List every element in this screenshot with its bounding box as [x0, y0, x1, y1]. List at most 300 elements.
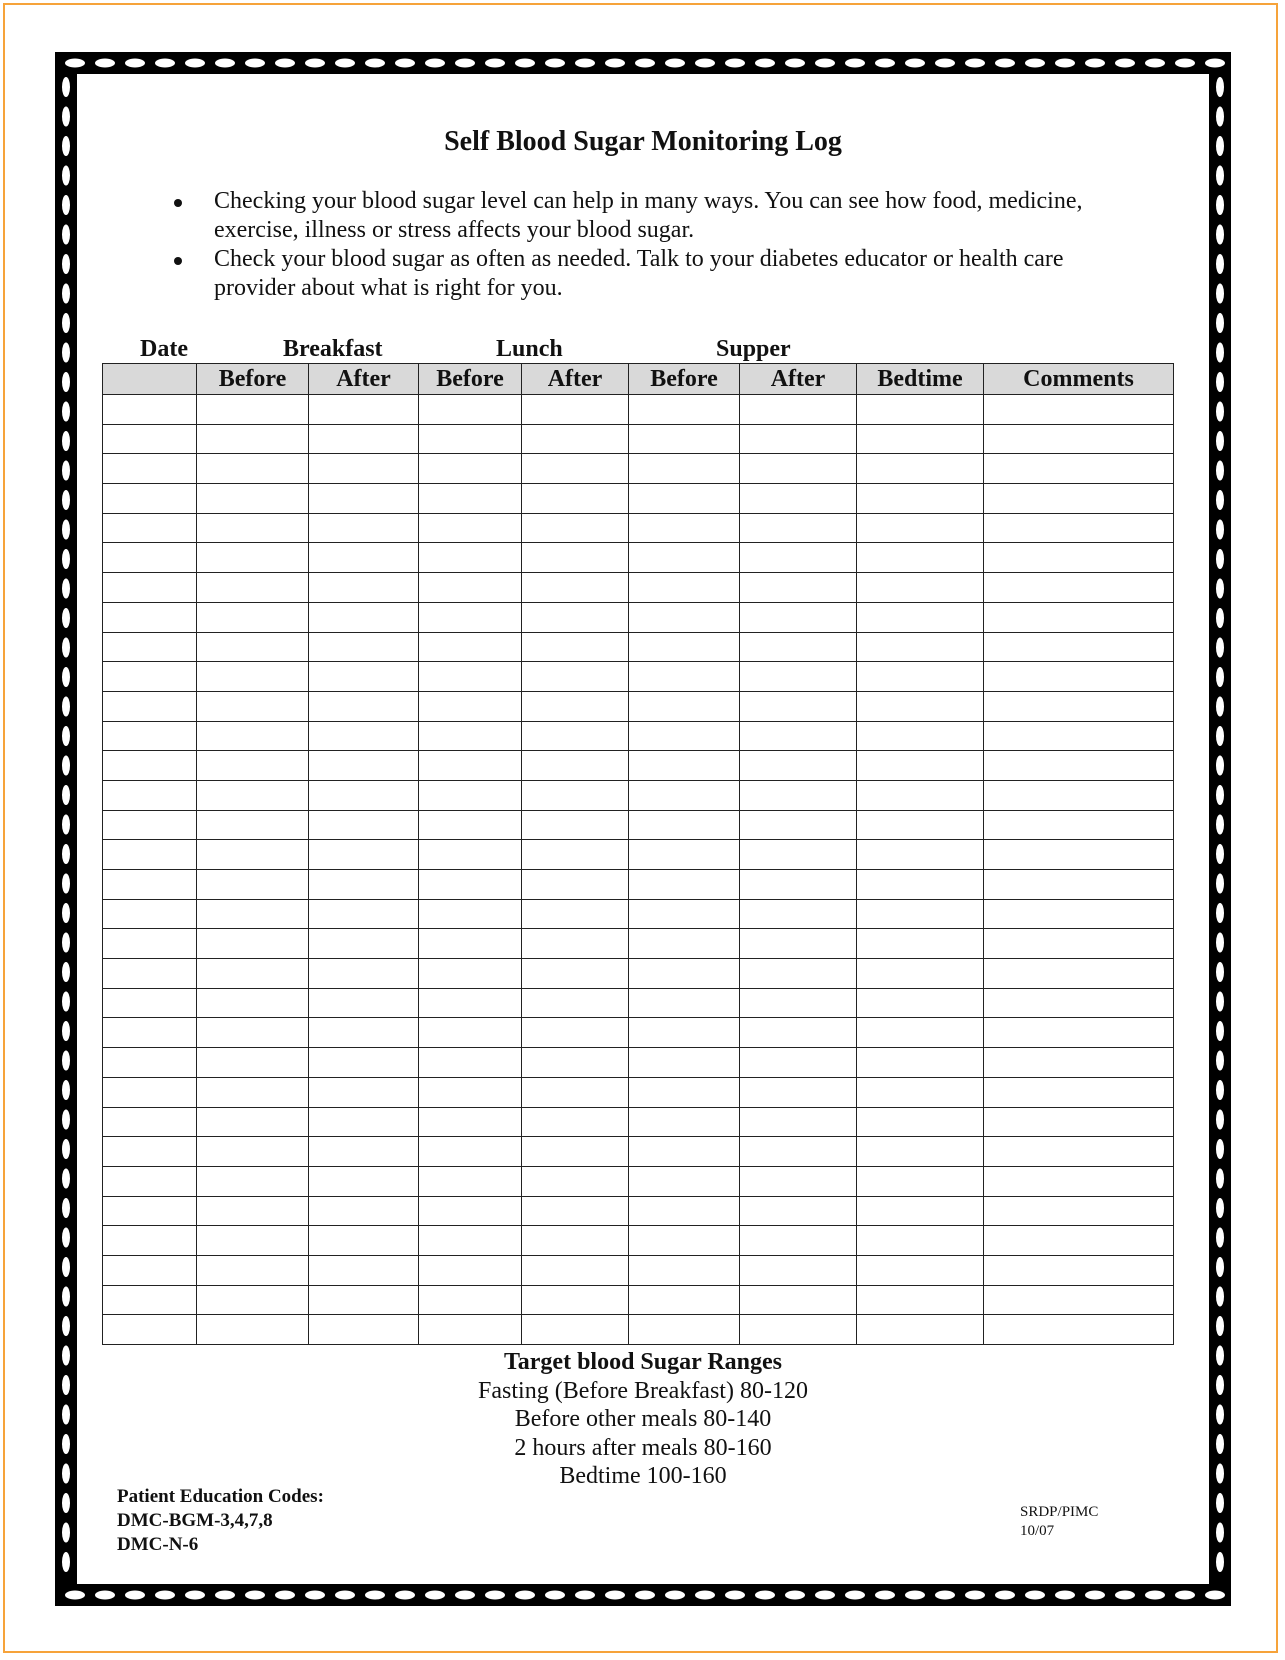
log-entry-cell[interactable] — [103, 959, 197, 989]
log-entry-cell[interactable] — [522, 691, 629, 721]
log-entry-cell[interactable] — [522, 1077, 629, 1107]
log-entry-cell[interactable] — [103, 691, 197, 721]
log-entry-cell[interactable] — [103, 840, 197, 870]
log-entry-cell[interactable] — [197, 840, 309, 870]
log-entry-cell[interactable] — [522, 1107, 629, 1137]
log-entry-cell[interactable] — [522, 454, 629, 484]
log-entry-cell[interactable] — [419, 1018, 522, 1048]
log-entry-cell[interactable] — [857, 484, 984, 514]
log-entry-cell[interactable] — [419, 395, 522, 425]
log-entry-cell[interactable] — [419, 1048, 522, 1078]
log-entry-cell[interactable] — [103, 454, 197, 484]
log-entry-cell[interactable] — [309, 573, 419, 603]
log-entry-cell[interactable] — [197, 573, 309, 603]
border-dot — [1025, 59, 1045, 68]
log-entry-cell[interactable] — [740, 484, 857, 514]
log-entry-cell[interactable] — [629, 602, 740, 632]
log-entry-cell[interactable] — [522, 1226, 629, 1256]
log-entry-cell[interactable] — [197, 810, 309, 840]
log-entry-cell[interactable] — [419, 691, 522, 721]
log-entry-cell[interactable] — [629, 1048, 740, 1078]
log-entry-cell[interactable] — [419, 1107, 522, 1137]
log-entry-cell[interactable] — [419, 1226, 522, 1256]
log-entry-cell[interactable] — [984, 1166, 1174, 1196]
border-dot — [1216, 726, 1224, 746]
log-entry-cell[interactable] — [419, 632, 522, 662]
log-entry-cell[interactable] — [103, 1077, 197, 1107]
log-entry-cell[interactable] — [309, 484, 419, 514]
log-entry-cell[interactable] — [740, 870, 857, 900]
log-entry-cell[interactable] — [629, 959, 740, 989]
log-entry-cell[interactable] — [740, 454, 857, 484]
log-entry-cell[interactable] — [522, 988, 629, 1018]
log-entry-cell[interactable] — [309, 1285, 419, 1315]
log-entry-cell[interactable] — [740, 662, 857, 692]
log-entry-cell[interactable] — [629, 988, 740, 1018]
log-entry-cell[interactable] — [419, 721, 522, 751]
log-entry-cell[interactable] — [103, 810, 197, 840]
log-entry-cell[interactable] — [197, 543, 309, 573]
log-entry-cell[interactable] — [629, 1018, 740, 1048]
log-entry-cell[interactable] — [740, 751, 857, 781]
log-entry-cell[interactable] — [984, 662, 1174, 692]
log-entry-cell[interactable] — [984, 721, 1174, 751]
log-entry-cell[interactable] — [522, 662, 629, 692]
log-entry-cell[interactable] — [740, 424, 857, 454]
log-entry-cell[interactable] — [197, 1018, 309, 1048]
log-entry-cell[interactable] — [857, 899, 984, 929]
log-entry-cell[interactable] — [857, 1285, 984, 1315]
log-entry-cell[interactable] — [740, 1048, 857, 1078]
log-entry-cell[interactable] — [857, 662, 984, 692]
log-entry-cell[interactable] — [309, 959, 419, 989]
log-entry-cell[interactable] — [984, 602, 1174, 632]
log-entry-cell[interactable] — [309, 662, 419, 692]
log-entry-cell[interactable] — [522, 840, 629, 870]
log-entry-cell[interactable] — [103, 929, 197, 959]
log-entry-cell[interactable] — [419, 543, 522, 573]
log-entry-cell[interactable] — [984, 1137, 1174, 1167]
log-entry-cell[interactable] — [103, 780, 197, 810]
log-entry-cell[interactable] — [522, 1048, 629, 1078]
log-entry-cell[interactable] — [197, 721, 309, 751]
log-entry-cell[interactable] — [857, 1226, 984, 1256]
log-entry-cell[interactable] — [857, 1077, 984, 1107]
log-entry-cell[interactable] — [984, 1107, 1174, 1137]
log-entry-cell[interactable] — [857, 454, 984, 484]
log-entry-cell[interactable] — [197, 602, 309, 632]
log-entry-cell[interactable] — [103, 1196, 197, 1226]
log-entry-cell[interactable] — [103, 721, 197, 751]
log-entry-cell[interactable] — [103, 1137, 197, 1167]
log-entry-cell[interactable] — [857, 632, 984, 662]
log-entry-cell[interactable] — [857, 810, 984, 840]
border-dot — [62, 136, 70, 156]
log-entry-cell[interactable] — [522, 721, 629, 751]
log-entry-cell[interactable] — [984, 632, 1174, 662]
log-entry-cell[interactable] — [522, 424, 629, 454]
log-entry-cell[interactable] — [522, 1166, 629, 1196]
log-entry-cell[interactable] — [197, 1255, 309, 1285]
log-entry-cell[interactable] — [419, 840, 522, 870]
log-entry-cell[interactable] — [522, 602, 629, 632]
log-entry-cell[interactable] — [740, 899, 857, 929]
log-entry-cell[interactable] — [740, 573, 857, 603]
log-entry-cell[interactable] — [629, 1226, 740, 1256]
log-entry-cell[interactable] — [629, 395, 740, 425]
log-entry-cell[interactable] — [309, 870, 419, 900]
log-entry-cell[interactable] — [740, 1285, 857, 1315]
log-entry-cell[interactable] — [419, 959, 522, 989]
log-entry-cell[interactable] — [419, 929, 522, 959]
log-entry-cell[interactable] — [740, 959, 857, 989]
log-entry-cell[interactable] — [857, 691, 984, 721]
log-entry-cell[interactable] — [309, 1107, 419, 1137]
border-dot — [1216, 756, 1224, 776]
log-entry-cell[interactable] — [984, 810, 1174, 840]
log-entry-cell[interactable] — [522, 1137, 629, 1167]
log-entry-cell[interactable] — [629, 1196, 740, 1226]
log-entry-cell[interactable] — [309, 1137, 419, 1167]
log-entry-cell[interactable] — [309, 424, 419, 454]
log-entry-cell[interactable] — [522, 484, 629, 514]
log-entry-cell[interactable] — [197, 454, 309, 484]
log-entry-cell[interactable] — [629, 1166, 740, 1196]
log-entry-cell[interactable] — [309, 810, 419, 840]
log-entry-cell[interactable] — [103, 1166, 197, 1196]
log-entry-cell[interactable] — [740, 1226, 857, 1256]
log-entry-cell[interactable] — [629, 929, 740, 959]
log-entry-cell[interactable] — [103, 424, 197, 454]
log-entry-cell[interactable] — [309, 543, 419, 573]
log-entry-cell[interactable] — [103, 1226, 197, 1256]
log-entry-cell[interactable] — [857, 988, 984, 1018]
log-entry-cell[interactable] — [629, 543, 740, 573]
log-entry-cell[interactable] — [857, 840, 984, 870]
log-entry-cell[interactable] — [419, 573, 522, 603]
log-entry-cell[interactable] — [857, 395, 984, 425]
log-entry-cell[interactable] — [984, 959, 1174, 989]
log-entry-cell[interactable] — [419, 899, 522, 929]
log-entry-cell[interactable] — [522, 632, 629, 662]
log-entry-cell[interactable] — [984, 840, 1174, 870]
log-entry-cell[interactable] — [984, 1196, 1174, 1226]
log-entry-cell[interactable] — [629, 840, 740, 870]
log-entry-cell[interactable] — [629, 870, 740, 900]
log-entry-cell[interactable] — [740, 780, 857, 810]
log-entry-cell[interactable] — [629, 1285, 740, 1315]
log-entry-cell[interactable] — [103, 602, 197, 632]
log-entry-cell[interactable] — [984, 484, 1174, 514]
log-entry-cell[interactable] — [197, 513, 309, 543]
log-entry-cell[interactable] — [197, 751, 309, 781]
log-entry-cell[interactable] — [857, 543, 984, 573]
log-entry-cell[interactable] — [857, 1255, 984, 1285]
log-entry-cell[interactable] — [984, 780, 1174, 810]
log-entry-cell[interactable] — [197, 424, 309, 454]
log-entry-cell[interactable] — [309, 1226, 419, 1256]
log-entry-cell[interactable] — [857, 780, 984, 810]
log-entry-cell[interactable] — [740, 721, 857, 751]
log-entry-cell[interactable] — [103, 751, 197, 781]
log-entry-cell[interactable] — [740, 1166, 857, 1196]
log-entry-cell[interactable] — [522, 573, 629, 603]
log-entry-cell[interactable] — [629, 1255, 740, 1285]
log-entry-cell[interactable] — [419, 513, 522, 543]
log-entry-cell[interactable] — [522, 959, 629, 989]
log-entry-cell[interactable] — [629, 662, 740, 692]
log-entry-cell[interactable] — [103, 988, 197, 1018]
log-entry-cell[interactable] — [419, 424, 522, 454]
log-entry-cell[interactable] — [103, 1315, 197, 1345]
log-entry-cell[interactable] — [197, 870, 309, 900]
log-entry-cell[interactable] — [984, 454, 1174, 484]
log-entry-cell[interactable] — [984, 1048, 1174, 1078]
log-entry-cell[interactable] — [984, 929, 1174, 959]
log-entry-cell[interactable] — [740, 691, 857, 721]
border-dot — [965, 1591, 985, 1600]
log-entry-cell[interactable] — [309, 721, 419, 751]
log-entry-cell[interactable] — [857, 1018, 984, 1048]
log-entry-cell[interactable] — [197, 1315, 309, 1345]
log-entry-cell[interactable] — [740, 929, 857, 959]
log-entry-cell[interactable] — [740, 395, 857, 425]
log-entry-cell[interactable] — [740, 1137, 857, 1167]
log-entry-cell[interactable] — [103, 870, 197, 900]
border-dot — [905, 1591, 925, 1600]
log-entry-cell[interactable] — [857, 1166, 984, 1196]
log-entry-cell[interactable] — [197, 988, 309, 1018]
log-entry-cell[interactable] — [629, 424, 740, 454]
log-entry-cell[interactable] — [419, 1137, 522, 1167]
log-entry-cell[interactable] — [103, 543, 197, 573]
log-entry-cell[interactable] — [629, 751, 740, 781]
log-entry-cell[interactable] — [857, 1048, 984, 1078]
log-entry-cell[interactable] — [309, 1196, 419, 1226]
log-entry-cell[interactable] — [197, 1226, 309, 1256]
border-dot — [635, 1591, 655, 1600]
log-entry-cell[interactable] — [522, 1018, 629, 1048]
log-entry-cell[interactable] — [522, 1285, 629, 1315]
log-entry-cell[interactable] — [522, 1196, 629, 1226]
log-entry-cell[interactable] — [309, 751, 419, 781]
log-entry-cell[interactable] — [522, 810, 629, 840]
log-entry-cell[interactable] — [984, 751, 1174, 781]
log-entry-cell[interactable] — [629, 632, 740, 662]
log-entry-cell[interactable] — [197, 1285, 309, 1315]
log-entry-cell[interactable] — [197, 632, 309, 662]
log-entry-cell[interactable] — [629, 899, 740, 929]
log-entry-cell[interactable] — [197, 1166, 309, 1196]
log-entry-cell[interactable] — [103, 573, 197, 603]
log-entry-cell[interactable] — [857, 513, 984, 543]
log-entry-cell[interactable] — [309, 1255, 419, 1285]
log-entry-cell[interactable] — [309, 1166, 419, 1196]
log-entry-cell[interactable] — [103, 1285, 197, 1315]
log-entry-cell[interactable] — [522, 899, 629, 929]
border-dot — [725, 59, 745, 68]
log-entry-cell[interactable] — [309, 1077, 419, 1107]
log-entry-cell[interactable] — [857, 1196, 984, 1226]
log-entry-cell[interactable] — [103, 1255, 197, 1285]
log-entry-cell[interactable] — [197, 484, 309, 514]
log-entry-cell[interactable] — [740, 1077, 857, 1107]
log-entry-cell[interactable] — [309, 840, 419, 870]
log-entry-cell[interactable] — [103, 662, 197, 692]
log-entry-cell[interactable] — [857, 602, 984, 632]
log-entry-cell[interactable] — [629, 513, 740, 543]
log-entry-cell[interactable] — [522, 929, 629, 959]
log-entry-cell[interactable] — [309, 929, 419, 959]
log-entry-cell[interactable] — [522, 780, 629, 810]
log-entry-cell[interactable] — [984, 573, 1174, 603]
log-entry-cell[interactable] — [984, 543, 1174, 573]
log-entry-cell[interactable] — [419, 662, 522, 692]
log-entry-cell[interactable] — [309, 1018, 419, 1048]
log-entry-cell[interactable] — [857, 721, 984, 751]
log-entry-cell[interactable] — [740, 1315, 857, 1345]
log-entry-cell[interactable] — [309, 899, 419, 929]
log-entry-cell[interactable] — [522, 395, 629, 425]
log-entry-cell[interactable] — [419, 1196, 522, 1226]
log-entry-cell[interactable] — [984, 899, 1174, 929]
log-entry-cell[interactable] — [740, 632, 857, 662]
log-entry-cell[interactable] — [103, 1048, 197, 1078]
log-entry-cell[interactable] — [309, 602, 419, 632]
log-entry-cell[interactable] — [629, 691, 740, 721]
log-entry-cell[interactable] — [629, 721, 740, 751]
log-entry-cell[interactable] — [629, 780, 740, 810]
log-entry-cell[interactable] — [419, 810, 522, 840]
log-entry-cell[interactable] — [419, 1315, 522, 1345]
log-entry-cell[interactable] — [629, 454, 740, 484]
log-entry-cell[interactable] — [197, 959, 309, 989]
log-entry-cell[interactable] — [309, 1315, 419, 1345]
log-entry-cell[interactable] — [419, 484, 522, 514]
log-entry-cell[interactable] — [740, 1107, 857, 1137]
log-entry-cell[interactable] — [419, 1255, 522, 1285]
log-entry-cell[interactable] — [984, 988, 1174, 1018]
log-entry-cell[interactable] — [419, 870, 522, 900]
log-entry-cell[interactable] — [309, 780, 419, 810]
log-entry-cell[interactable] — [419, 454, 522, 484]
log-entry-cell[interactable] — [309, 691, 419, 721]
log-entry-cell[interactable] — [197, 691, 309, 721]
log-entry-cell[interactable] — [522, 1255, 629, 1285]
log-entry-cell[interactable] — [309, 632, 419, 662]
log-entry-cell[interactable] — [419, 780, 522, 810]
border-dot — [62, 1316, 70, 1336]
log-entry-cell[interactable] — [984, 424, 1174, 454]
log-entry-cell[interactable] — [629, 484, 740, 514]
log-entry-cell[interactable] — [522, 513, 629, 543]
log-entry-cell[interactable] — [309, 454, 419, 484]
log-entry-cell[interactable] — [197, 780, 309, 810]
log-entry-cell[interactable] — [740, 602, 857, 632]
log-entry-cell[interactable] — [309, 988, 419, 1018]
log-entry-cell[interactable] — [857, 870, 984, 900]
log-entry-cell[interactable] — [309, 513, 419, 543]
log-entry-cell[interactable] — [857, 424, 984, 454]
log-entry-cell[interactable] — [197, 899, 309, 929]
log-entry-cell[interactable] — [103, 484, 197, 514]
log-entry-cell[interactable] — [197, 395, 309, 425]
log-entry-cell[interactable] — [197, 929, 309, 959]
log-entry-cell[interactable] — [984, 1018, 1174, 1048]
log-entry-cell[interactable] — [984, 1285, 1174, 1315]
log-entry-cell[interactable] — [984, 1255, 1174, 1285]
log-entry-cell[interactable] — [197, 1107, 309, 1137]
log-entry-cell[interactable] — [629, 1077, 740, 1107]
log-entry-cell[interactable] — [629, 573, 740, 603]
log-entry-cell[interactable] — [984, 513, 1174, 543]
log-entry-cell[interactable] — [984, 870, 1174, 900]
log-entry-cell[interactable] — [419, 751, 522, 781]
log-entry-cell[interactable] — [857, 573, 984, 603]
log-entry-cell[interactable] — [740, 513, 857, 543]
log-entry-cell[interactable] — [197, 1077, 309, 1107]
log-entry-cell[interactable] — [309, 1048, 419, 1078]
log-entry-cell[interactable] — [740, 988, 857, 1018]
office-org: SRDP/PIMC — [1020, 1504, 1099, 1520]
log-entry-cell[interactable] — [103, 1107, 197, 1137]
log-entry-cell[interactable] — [984, 1077, 1174, 1107]
log-entry-cell[interactable] — [857, 1107, 984, 1137]
log-entry-cell[interactable] — [984, 1315, 1174, 1345]
log-entry-cell[interactable] — [522, 1315, 629, 1345]
log-entry-cell[interactable] — [522, 543, 629, 573]
log-entry-cell[interactable] — [419, 602, 522, 632]
log-entry-cell[interactable] — [103, 1018, 197, 1048]
log-entry-cell[interactable] — [629, 1107, 740, 1137]
log-entry-cell[interactable] — [419, 988, 522, 1018]
log-entry-cell[interactable] — [197, 1137, 309, 1167]
log-entry-cell[interactable] — [103, 632, 197, 662]
log-entry-cell[interactable] — [740, 840, 857, 870]
log-entry-cell[interactable] — [857, 959, 984, 989]
log-entry-cell[interactable] — [857, 1137, 984, 1167]
log-entry-cell[interactable] — [740, 543, 857, 573]
log-entry-cell[interactable] — [419, 1285, 522, 1315]
log-entry-cell[interactable] — [419, 1166, 522, 1196]
log-entry-cell[interactable] — [197, 1196, 309, 1226]
log-entry-cell[interactable] — [197, 662, 309, 692]
log-entry-cell[interactable] — [984, 395, 1174, 425]
log-entry-cell[interactable] — [984, 1226, 1174, 1256]
log-entry-cell[interactable] — [740, 1255, 857, 1285]
log-entry-cell[interactable] — [103, 513, 197, 543]
log-entry-cell[interactable] — [522, 751, 629, 781]
log-entry-cell[interactable] — [629, 810, 740, 840]
log-entry-cell[interactable] — [629, 1137, 740, 1167]
log-entry-cell[interactable] — [419, 1077, 522, 1107]
log-entry-cell[interactable] — [857, 929, 984, 959]
log-entry-cell[interactable] — [740, 1018, 857, 1048]
border-dot — [1145, 1591, 1165, 1600]
log-entry-cell[interactable] — [103, 395, 197, 425]
log-entry-cell[interactable] — [857, 1315, 984, 1345]
log-entry-cell[interactable] — [197, 1048, 309, 1078]
log-entry-cell[interactable] — [103, 899, 197, 929]
log-entry-cell[interactable] — [984, 691, 1174, 721]
log-entry-cell[interactable] — [857, 751, 984, 781]
log-entry-cell[interactable] — [740, 810, 857, 840]
log-entry-cell[interactable] — [740, 1196, 857, 1226]
log-entry-cell[interactable] — [309, 395, 419, 425]
border-dot — [62, 874, 70, 894]
log-entry-cell[interactable] — [522, 870, 629, 900]
log-entry-cell[interactable] — [629, 1315, 740, 1345]
